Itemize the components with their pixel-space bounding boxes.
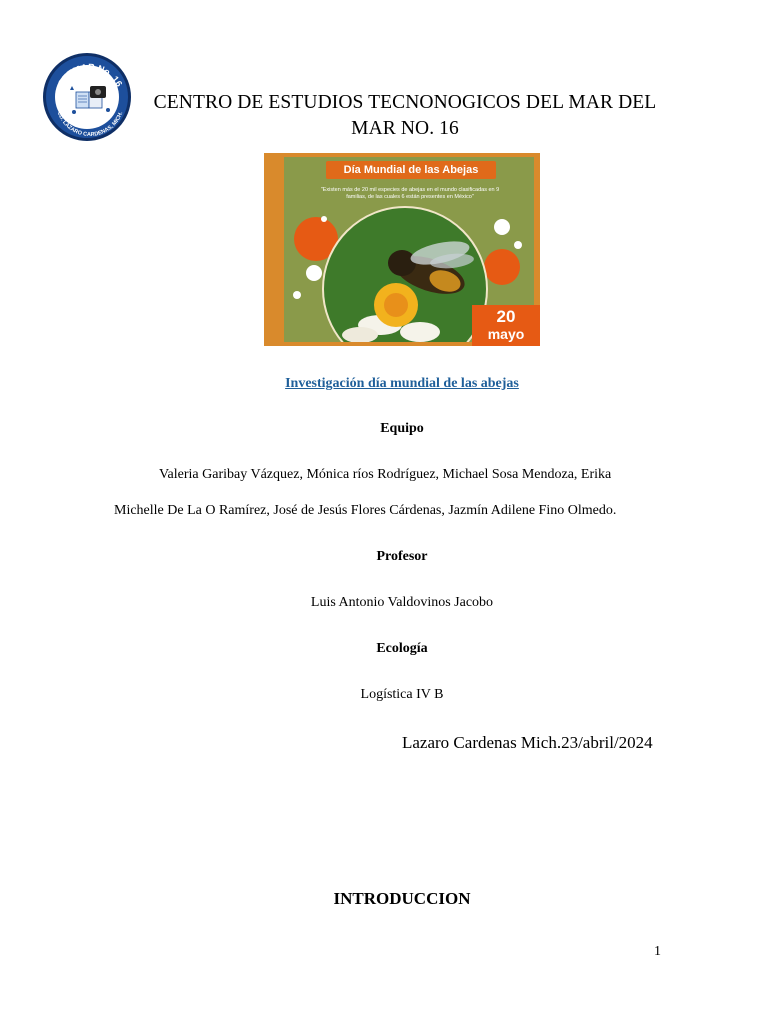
team-members-line-1: Valeria Garibay Vázquez, Mónica ríos Rodríguez, Michael Sosa Mendoza, Erika	[159, 467, 612, 482]
poster-quote: "Existen más de 20 mil especies de abejas en el mundo clasificadas en 9 familias, de las cuales 6 están presentes en México"	[320, 187, 500, 200]
svg-text:CD. LAZARO CARDENAS, MICH.	[56, 111, 125, 138]
group-name: Logística IV B	[360, 687, 444, 702]
introduction-heading: INTRODUCCION	[333, 889, 471, 908]
subject-heading: Ecología	[376, 641, 428, 656]
poster-date-month: mayo	[487, 326, 525, 342]
logo-text-bottom: CD. LAZARO CARDENAS, MICH.	[55, 110, 125, 139]
professor-name: Luis Antonio Valdovinos Jacobo	[310, 595, 494, 610]
research-title-link[interactable]: Investigación día mundial de las abejas	[285, 376, 519, 391]
poster-date-day: 20	[496, 307, 516, 326]
team-members-line-2: Michelle De La O Ramírez, José de Jesús Flores Cárdenas, Jazmín Adilene Fino Olmedo.	[114, 503, 617, 518]
team-heading: Equipo	[380, 421, 424, 436]
svg-text:CETMAR No. 16	[56, 62, 124, 88]
place-and-date: Lazaro Cardenas Mich.23/abril/2024	[402, 733, 653, 752]
school-logo	[43, 53, 131, 141]
poster-banner: Día Mundial de las Abejas	[326, 161, 496, 179]
logo-text-top: CETMAR No. 16	[55, 61, 125, 89]
title-line-1: CENTRO DE ESTUDIOS TECNONOGICOS DEL MAR DEL	[153, 92, 657, 113]
professor-heading: Profesor	[376, 549, 428, 564]
poster-date-box	[472, 305, 540, 346]
bee-day-poster	[264, 153, 540, 346]
page-number: 1	[654, 944, 661, 959]
title-line-2: MAR NO. 16	[351, 118, 459, 139]
document-title	[120, 90, 690, 142]
